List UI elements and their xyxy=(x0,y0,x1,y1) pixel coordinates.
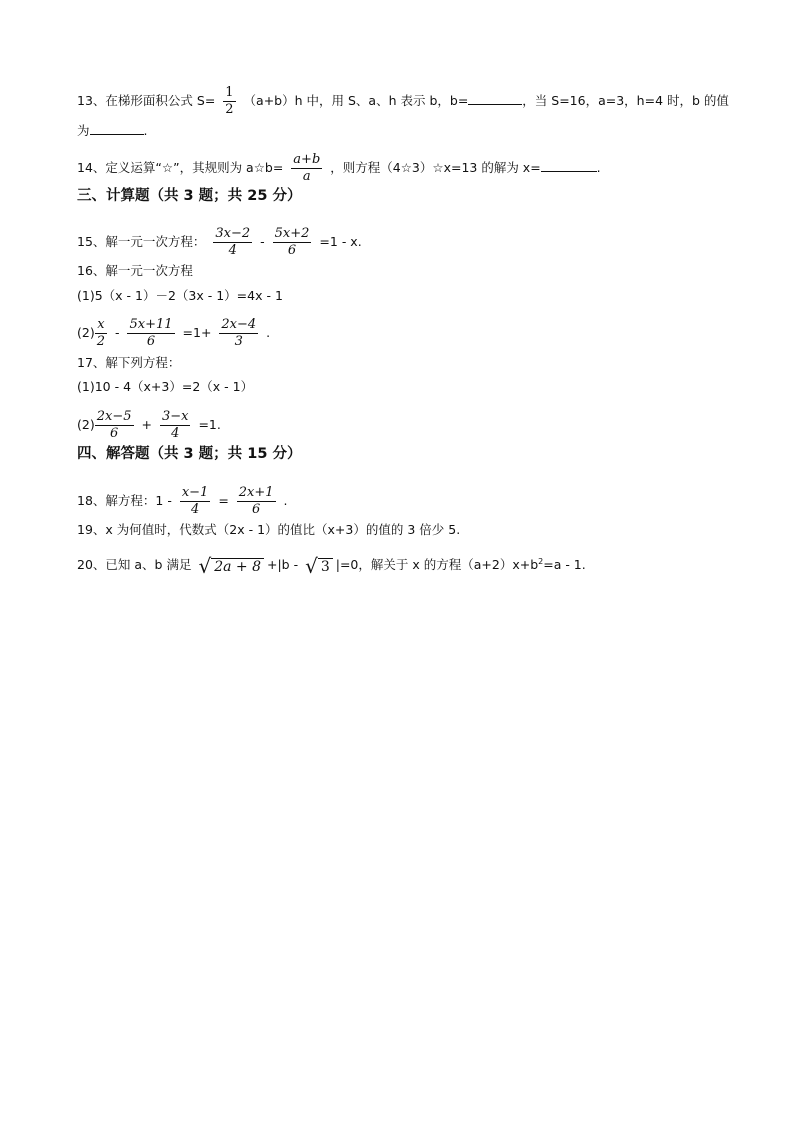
q13-text-c: ，当 S=16，a=3，h=4 时，b 的值 xyxy=(522,93,729,108)
q15-minus: - xyxy=(260,234,265,249)
q20-superscript: 2 xyxy=(538,557,544,566)
q14-text-c: . xyxy=(596,160,601,175)
q16-end: . xyxy=(266,325,271,340)
q20-sqrt-2 xyxy=(305,554,333,579)
section-4-heading: 四、解答题（共 3 题；共 15 分） xyxy=(77,446,302,462)
q16-f2-den: 6 xyxy=(146,334,156,349)
question-17-part-1: (1)10 - 4（x+3）=2（x - 1） xyxy=(77,379,254,394)
q15-f2-num: 5x+2 xyxy=(274,226,310,241)
q14-text-a: 14、定义运算“☆”，其规则为 a☆b= xyxy=(77,160,284,175)
question-16-title: 16、解一元一次方程 xyxy=(77,263,193,278)
question-14 xyxy=(77,153,601,184)
q16-fraction-1 xyxy=(95,318,107,349)
q20-sqrt-1 xyxy=(198,554,264,579)
q14-fraction xyxy=(291,153,322,184)
q16-minus: - xyxy=(114,325,120,340)
q14-answer-blank[interactable] xyxy=(541,158,597,172)
q13-answer-blank-2[interactable] xyxy=(90,121,144,135)
q13-fraction xyxy=(223,86,235,117)
question-16-part-1: (1)5（x - 1）－2（3x - 1）=4x - 1 xyxy=(77,288,283,303)
q16-fraction-2 xyxy=(127,318,174,349)
question-17-part-2 xyxy=(77,410,221,441)
q18-text-a: 18、解方程：1 - xyxy=(77,493,172,508)
q13-frac-den: 2 xyxy=(225,102,234,117)
q17-fraction-1 xyxy=(95,410,134,441)
q16-f3-num: 2x−4 xyxy=(221,317,257,332)
q20-text-b: +|b - xyxy=(266,557,299,573)
q17-f1-num: 2x−5 xyxy=(96,409,132,424)
q16-f1-den: 2 xyxy=(96,334,105,349)
q17-p2-label: (2) xyxy=(77,417,95,432)
q16-fraction-3 xyxy=(219,318,258,349)
q20-sqrt-1-arg: 2a + 8 xyxy=(211,558,264,576)
question-13-cont xyxy=(77,121,148,141)
question-13 xyxy=(77,86,729,117)
q13-text-d: 为 xyxy=(77,123,90,138)
q20-radical-sign-2: √ xyxy=(305,554,318,579)
q18-f1-num: x−1 xyxy=(181,485,209,500)
q17-plus: + xyxy=(141,417,152,432)
q15-text-b: =1 - x. xyxy=(319,234,362,249)
q17-f1-den: 6 xyxy=(109,426,119,441)
q14-text-b: ，则方程（4☆3）☆x=13 的解为 x= xyxy=(330,160,541,175)
q13-answer-blank-1[interactable] xyxy=(468,91,522,105)
question-16-part-2 xyxy=(77,318,270,349)
q13-frac-num: 1 xyxy=(225,85,234,100)
q15-f2-den: 6 xyxy=(287,243,297,258)
q15-f1-den: 4 xyxy=(228,243,237,258)
q13-text-e: . xyxy=(143,123,148,138)
question-18 xyxy=(77,486,288,517)
q20-text-c: |=0，解关于 x 的方程（a+2）x+b xyxy=(335,557,539,573)
q16-f2-num: 5x+11 xyxy=(129,317,173,332)
q17-end: =1. xyxy=(198,417,221,432)
q15-fraction-2 xyxy=(273,227,312,258)
q20-text-a: 20、已知 a、b 满足 xyxy=(77,557,192,573)
question-17-title: 17、解下列方程： xyxy=(77,355,181,370)
q17-f2-num: 3−x xyxy=(161,409,189,424)
q20-sqrt-2-arg: 3 xyxy=(318,558,333,576)
q15-text-a: 15、解一元一次方程： xyxy=(77,234,206,249)
q18-eq: = xyxy=(218,493,229,508)
question-20 xyxy=(77,552,586,579)
q18-f1-den: 4 xyxy=(190,502,200,517)
section-3-heading: 三、计算题（共 3 题；共 25 分） xyxy=(77,188,302,204)
question-15 xyxy=(77,227,362,258)
q16-f3-den: 3 xyxy=(234,334,243,349)
q16-f1-num: x xyxy=(97,317,105,332)
q18-f2-num: 2x+1 xyxy=(238,485,274,500)
question-19: 19、x 为何值时，代数式（2x - 1）的值比（x+3）的值的 3 倍少 5. xyxy=(77,522,461,537)
q18-f2-den: 6 xyxy=(252,502,261,517)
q17-f2-den: 4 xyxy=(171,426,180,441)
q17-fraction-2 xyxy=(160,410,191,441)
q18-end: . xyxy=(283,493,288,508)
q14-frac-den: a xyxy=(302,169,311,184)
q15-f1-num: 3x−2 xyxy=(215,226,251,241)
q13-text-b: （a+b）h 中，用 S、a、h 表示 b，b= xyxy=(243,93,469,108)
q16-mid: =1+ xyxy=(182,325,212,340)
q20-text-d: =a - 1. xyxy=(543,557,586,573)
q14-frac-num: a+b xyxy=(293,152,321,167)
q15-fraction-1 xyxy=(213,227,252,258)
q16-p2-label: (2) xyxy=(77,325,95,340)
q13-text-a: 13、在梯形面积公式 S= xyxy=(77,93,216,108)
q18-fraction-1 xyxy=(180,486,211,517)
q20-radical-sign-1: √ xyxy=(198,554,212,579)
q18-fraction-2 xyxy=(237,486,276,517)
